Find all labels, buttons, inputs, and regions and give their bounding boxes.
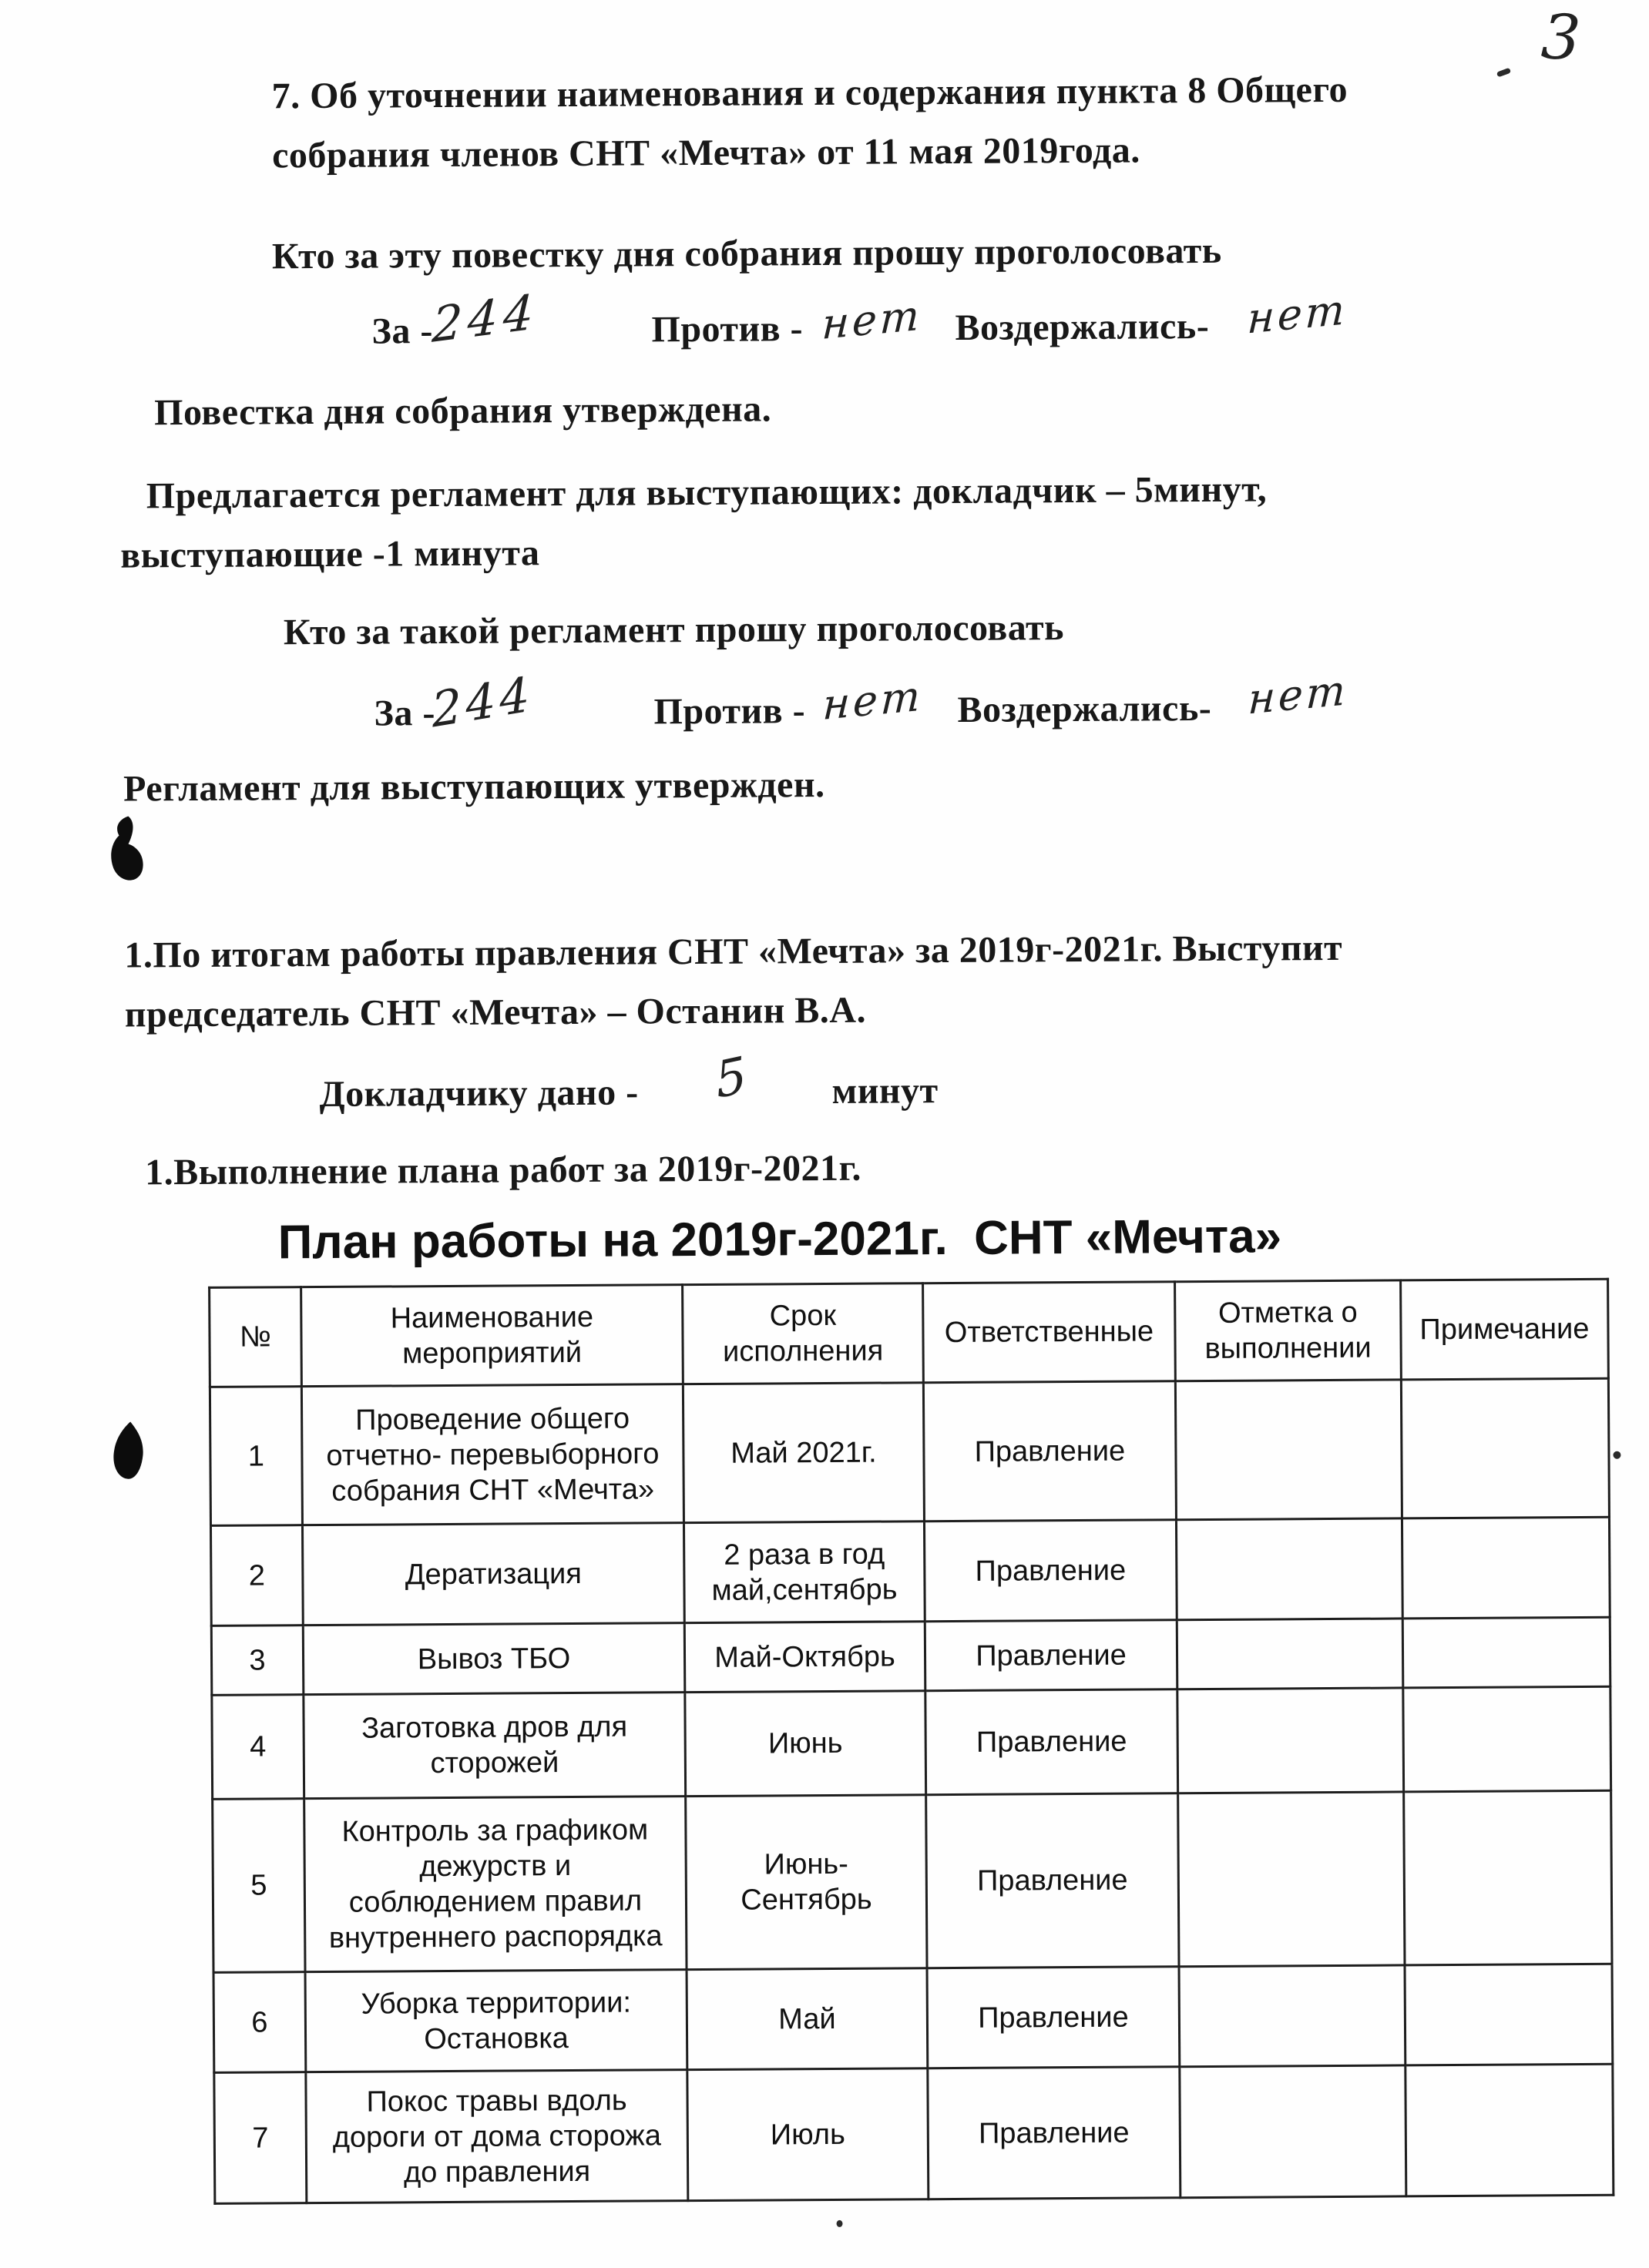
table-header-row <box>210 1279 1609 1387</box>
cell-term: 2 раза в год май,сентябрь <box>683 1522 925 1623</box>
ink-speck <box>837 2220 843 2227</box>
table-row <box>214 2064 1614 2203</box>
cell-responsible: Правление <box>926 1793 1179 1968</box>
paragraph-regulation-approved: Регламент для выступающих утвержден. <box>123 763 825 810</box>
cell-name: Контроль за графиком дежурств и соблюдением правил внутреннего распорядка <box>304 1797 687 1972</box>
cell-done-mark <box>1177 1619 1403 1689</box>
vote-abstain-value-handwritten: нет <box>1246 284 1349 344</box>
cell-name: Уборка территории: Остановка <box>305 1970 687 2072</box>
cell-responsible: Правление <box>925 1689 1178 1795</box>
cell-term: Май-Октябрь <box>684 1622 925 1693</box>
cell-name: Вывоз ТБО <box>303 1623 685 1695</box>
cell-term: Май <box>687 1968 928 2070</box>
cell-number: 7 <box>214 2072 307 2204</box>
header-cell-responsible: Ответственные <box>923 1282 1176 1383</box>
header-cell-done-mark: Отметка о выполнении <box>1175 1280 1402 1381</box>
plan-table <box>208 1278 1614 2205</box>
vote-row-agenda <box>0 283 1645 377</box>
plan-table-title: План работы на 2019г-2021г. СНТ «Мечта» <box>277 1209 1282 1270</box>
ink-blot <box>105 814 147 891</box>
table-row <box>213 1964 1613 2072</box>
speaker-time-value-handwritten: 5 <box>712 1046 750 1111</box>
header-cell-note: Примечание <box>1401 1279 1609 1380</box>
vote-abstain-label: Воздержались- <box>957 687 1212 730</box>
cell-done-mark <box>1176 1518 1402 1620</box>
vote-against-label: Против - <box>651 308 804 351</box>
paragraph-call-vote-agenda: Кто за эту повестку дня собрания прошу проголосовать <box>271 230 1222 277</box>
ink-speck <box>1613 1451 1620 1459</box>
vote-abstain-label: Воздержались- <box>955 305 1210 348</box>
cell-responsible: Правление <box>927 1967 1180 2068</box>
paragraph-call-vote-regulation: Кто за такой регламент прошу проголосовать <box>283 607 1065 653</box>
cell-done-mark <box>1180 2065 1406 2198</box>
table-row <box>210 1517 1610 1626</box>
speaker-time-row <box>0 1046 1649 1139</box>
vote-for-value-handwritten: 244 <box>431 283 540 354</box>
ink-blot <box>110 1421 147 1481</box>
header-cell-name: Наименование мероприятий <box>301 1285 683 1387</box>
cell-done-mark <box>1178 1792 1405 1967</box>
cell-number: 6 <box>213 1972 306 2073</box>
cell-name: Дератизация <box>302 1523 684 1626</box>
table-row <box>213 1790 1612 1972</box>
cell-done-mark <box>1175 1380 1402 1520</box>
cell-name: Покос травы вдоль дороги от дома сторожа до правления <box>306 2070 688 2203</box>
cell-note <box>1404 1790 1612 1965</box>
cell-responsible: Правление <box>925 1620 1177 1691</box>
cell-note <box>1405 1964 1613 2065</box>
cell-number: 5 <box>213 1799 305 1973</box>
cell-number: 2 <box>210 1525 303 1626</box>
cell-number: 1 <box>210 1387 302 1526</box>
vote-abstain-value-handwritten: нет <box>1247 665 1350 724</box>
paragraph-item-1: 1.По итогам работы правления СНТ «Мечта» за 2019г-2021г. Выступит председатель СНТ «Мечта» – Останин В.А. <box>124 927 1343 1035</box>
paragraph-agenda-approved: Повестка дня собрания утверждена. <box>154 388 772 434</box>
cell-note <box>1402 1517 1610 1619</box>
vote-against-value-handwritten: нет <box>821 290 924 349</box>
cell-name: Заготовка дров для сторожей <box>304 1693 686 1799</box>
cell-responsible: Правление <box>928 2067 1180 2199</box>
header-cell-term: Срок исполнения <box>683 1283 924 1384</box>
paragraph-plan-item: 1.Выполнение плана работ за 2019г-2021г. <box>145 1147 862 1193</box>
cell-term: Июнь <box>685 1691 926 1797</box>
header-cell-number: № <box>210 1287 302 1387</box>
cell-note <box>1406 2064 1614 2196</box>
table-row <box>212 1686 1611 1799</box>
cell-term: Июнь- Сентябрь <box>686 1795 927 1970</box>
cell-responsible: Правление <box>924 1520 1177 1622</box>
cell-responsible: Правление <box>923 1381 1176 1522</box>
speaker-time-label: Докладчику дано - <box>319 1072 639 1116</box>
cell-name: Проведение общего отчетно- перевыборного собрания СНТ «Мечта» <box>301 1384 683 1525</box>
cell-done-mark <box>1179 1965 1406 2067</box>
cell-note <box>1403 1686 1611 1792</box>
cell-term: Июль <box>687 2068 929 2201</box>
vote-for-label: За - <box>371 310 434 352</box>
cell-note <box>1401 1378 1609 1518</box>
vote-against-label: Против - <box>653 690 806 733</box>
page-number-handwritten: 3 <box>1540 1 1583 75</box>
paragraph-regulation-proposal: Предлагается регламент для выступающих: докладчик – 5минут, выступающие -1 минута <box>120 468 1268 576</box>
vote-for-value-handwritten: 244 <box>430 665 536 739</box>
vote-row-regulation <box>0 665 1647 759</box>
cell-number: 4 <box>212 1695 304 1800</box>
cell-note <box>1402 1617 1610 1688</box>
vote-against-value-handwritten: нет <box>821 671 925 730</box>
paragraph-agenda-item-7: 7. Об уточнении наименования и содержания пункта 8 Общего собрания членов СНТ «Мечта» от 11 мая 2019года. <box>271 69 1348 176</box>
vote-for-label: За - <box>374 693 436 734</box>
speaker-time-units: минут <box>831 1070 939 1112</box>
cell-number: 3 <box>211 1626 304 1696</box>
cell-term: Май 2021г. <box>683 1383 924 1523</box>
table-row <box>210 1378 1609 1525</box>
table-row <box>211 1617 1610 1695</box>
cell-done-mark <box>1177 1688 1404 1793</box>
